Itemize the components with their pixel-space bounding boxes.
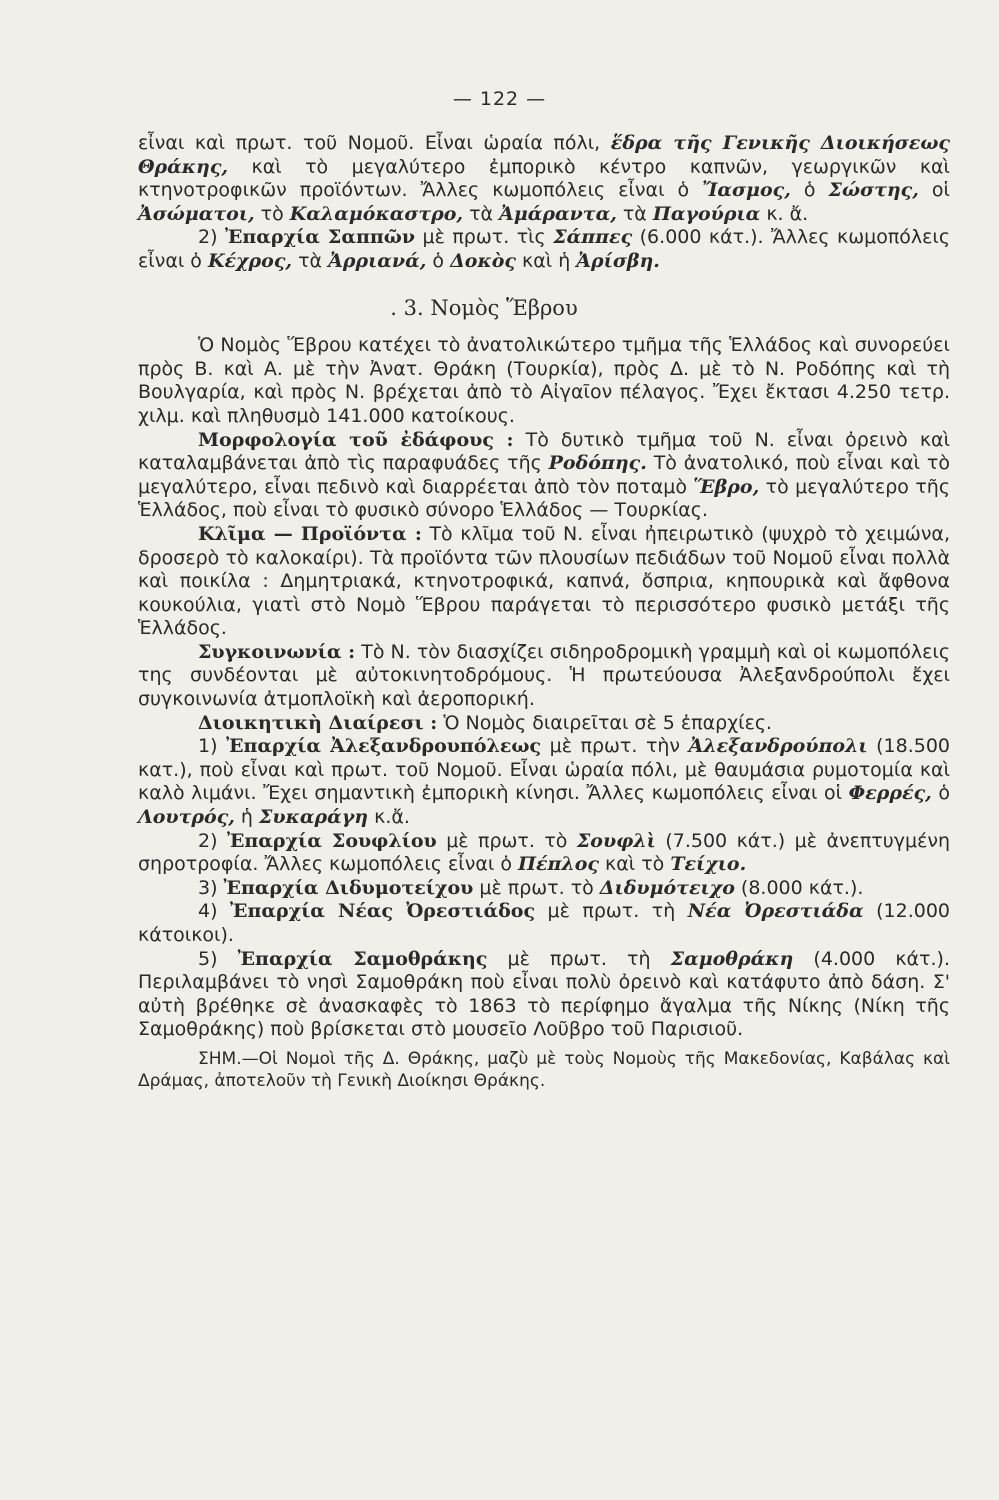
text-run: τὰ (463, 202, 500, 225)
text-run: τὰ (292, 249, 329, 272)
text-run: 3) (198, 876, 224, 899)
place-name: Ἀλεξανδρούπολι (688, 735, 868, 758)
paragraph-alexandroupoli-intro (138, 132, 950, 226)
text-run: Τὸ Ν. τὸν διασχίζει σιδηροδρομικὴ γραμμὴ καὶ οἱ κωμοπόλεις της συνδέονται μὲ αὐτοκινητοδρόμους. Ἡ πρωτεύουσα Ἀλεξανδρούπολι ἔχει συγκοινωνία ἀτμοπλοϊκὴ καὶ ἀεροπορική. (138, 640, 950, 711)
subheading: Διοικητικὴ Διαίρεσι : (198, 711, 438, 734)
province-name: Ἐπαρχία Σαππῶν (224, 226, 416, 249)
text-run: μὲ πρωτ. τὴ (535, 900, 688, 923)
text-run: τὸ μεγαλύτερο τῆς Ἑλλάδος, ποὺ εἶναι τὸ φυσικὸ σύνορο Ἑλλάδος — Τουρκίας. (138, 475, 950, 522)
place-name: Διδυμότειχο (599, 876, 735, 899)
subheading: Συγκοινωνία : (198, 640, 356, 663)
text-run: (18.500 κατ.), ποὺ εἶναι καὶ πρωτ. τοῦ Νομοῦ. Εἶναι ὡραία πόλι, μὲ θαυμάσια ρυμοτομία καὶ καλὸ λιμάνι. Ἔχει σημαντικὴ ἐμπορικὴ κίνησι. Ἄλλες κωμοπόλεις εἶναι οἱ (138, 735, 950, 805)
place-name: Συκαράγη (259, 806, 369, 829)
text-run: Τὸ κλῖμα τοῦ Ν. εἶναι ἠπειρωτικὸ (ψυχρὸ τὸ χειμώνα, δροσερὸ τὸ καλοκαίρι). Τὰ προϊόντα τῶν πλουσίων πεδιάδων τοῦ Νομοῦ εἶναι πολλὰ καὶ ποικίλα : Δημητριακά, κτηνοτροφικά, καπνά, ὄσπρια, κηπουρικὰ καὶ ἄφθονα κουκούλια, γιατὶ στὸ Νομὸ Ἕβρου παράγεται τὸ περισσότερο φυσικὸ μετάξι τῆς Ἑλλάδος. (138, 522, 950, 640)
footnote: ΣΗΜ.—Οἱ Νομοὶ τῆς Δ. Θράκης, μαζὺ μὲ τοὺς Νομοὺς τῆς Μακεδονίας, Καβάλας καὶ Δράμας, ἀποτελοῦν τὴ Γενικὴ Διοίκησι Θράκης. (138, 1048, 950, 1092)
text-run: οἱ (918, 179, 950, 202)
paragraph-morphology (138, 429, 950, 523)
place-name: Ἀσώματοι, (138, 202, 255, 225)
paragraph-province-5 (138, 948, 950, 1042)
text-run: Τὸ ἀνατολικό, ποὺ εἶναι καὶ τὸ μεγαλύτερο, εἶναι πεδινὸ καὶ διαρρέεται ἀπὸ τὸν ποταμὸ (138, 452, 950, 498)
text-run: 2) (198, 226, 225, 249)
body-text (138, 132, 950, 1093)
text-run: ὁ (790, 179, 829, 202)
text-run: κ. ἄ. (760, 202, 809, 225)
section-heading: . 3. Νομὸς Ἕβρου (390, 295, 578, 320)
province-name: Ἐπαρχία Ἀλεξανδρουπόλεως (226, 735, 542, 758)
text-run: 2) (198, 829, 227, 852)
text-run: 5) (198, 947, 238, 970)
place-name: Πέπλος (518, 853, 599, 876)
place-name: Παγούρια (652, 202, 761, 225)
province-name: Ἐπαρχία Σαμοθράκης (237, 947, 488, 970)
text-run: μὲ πρωτ. τὸ (436, 829, 577, 852)
text-run: καὶ ἡ (515, 249, 577, 272)
place-name: Δοκὸς (450, 249, 516, 272)
text-run: Ὁ Νομὸς διαιρεῖται σὲ 5 ἐπαρχίες. (437, 711, 773, 734)
text-run: (7.500 κάτ.) μὲ ἀνεπτυγμένη σηροτροφία. Ἄλλες κωμοπόλεις εἶναι ὁ (138, 829, 950, 876)
paragraph-province-2 (138, 830, 950, 877)
text-run: τὰ (616, 202, 653, 225)
paragraph-evros-intro: Ὁ Νομὸς Ἕβρου κατέχει τὸ ἀνατολικώτερο τμῆμα τῆς Ἑλλάδος καὶ συνορεύει πρὸς Β. καὶ Α. μὲ τὴν Ἀνατ. Θράκη (Τουρκία), πρὸς Δ. μὲ τὸ Ν. Ροδόπης καὶ τὴ Βουλγαρία, καὶ πρὸς Ν. βρέχεται ἀπὸ τὸ Αἰγαῖον πέλαγος. Ἔχει ἔκτασι 4.250 τετρ. χιλμ. καὶ πληθυσμὸ 141.000 κατοίκους. (138, 334, 950, 427)
place-name: Σάππες (553, 226, 633, 249)
place-name: Ἀρίσβη. (576, 249, 660, 272)
text-run: ἡ (234, 806, 259, 829)
text-run: (6.000 κάτ.). Ἄλλες κωμοπόλεις εἶναι ὁ (138, 226, 950, 272)
place-name: Λουτρός, (138, 806, 235, 829)
text-run: ὁ (426, 249, 451, 272)
subheading: Κλῖμα — Προϊόντα : (198, 522, 422, 545)
paragraph-climate (138, 523, 950, 641)
paragraph-transport (138, 641, 950, 712)
place-name: Σαμοθράκη (670, 947, 794, 970)
text-run: μὲ πρωτ. τὶς (415, 226, 554, 249)
text-run: 4) (198, 900, 231, 923)
province-name: Ἐπαρχία Νέας Ὀρεστιάδος (230, 900, 536, 923)
place-name: Σώστης, (828, 179, 919, 202)
text-run: 1) (198, 735, 227, 758)
text-run: (12.000 κάτοικοι). (138, 900, 951, 946)
paragraph-province-4 (138, 900, 950, 947)
place-name: Καλαμόκαστρο, (289, 202, 464, 225)
text-run: καὶ τὸ μεγαλύτερο ἐμπορικὸ κέντρο καπνῶν, γεωργικῶν καὶ κτηνοτροφικῶν προϊόντων. Ἄλλες κωμοπόλεις εἶναι ὁ (138, 155, 950, 202)
text-run: (8.000 κάτ.). (734, 876, 864, 899)
text-run: καὶ τὸ (599, 853, 671, 876)
paragraph-province-3 (138, 877, 950, 901)
text-run: κ.ἄ. (368, 806, 410, 829)
text-run: ὁ (931, 782, 950, 805)
place-name: Τείχιο. (670, 853, 747, 876)
text-run: εἶναι καὶ πρωτ. τοῦ Νομοῦ. Εἶναι ὡραία πόλι, (138, 132, 611, 154)
page-number: — 122 — (452, 88, 547, 110)
place-name: Ροδόπης. (548, 452, 647, 475)
text-run: (4.000 κάτ.). Περιλαμβάνει τὸ νησὶ Σαμοθράκη ποὺ εἶναι πολὺ ὀρεινὸ καὶ κατάφυτο ἀπὸ δάση. Σ' αὐτὴ βρέθηκε σὲ ἀνασκαφὲς τὸ 1863 τὸ περίφημο ἄγαλμα τῆς Νίκης (Νίκη τῆς Σαμοθράκης) ποὺ βρίσκεται στὸ μουσεῖο Λοῦβρο τοῦ Παρισιοῦ. (138, 947, 950, 1041)
text-run: μὲ πρωτ. τὸ (473, 876, 600, 899)
emphasis: ἕδρα τῆς Γενικῆς Διοικήσεως Θράκης, (138, 132, 950, 178)
place-name: Σουφλὶ (576, 829, 656, 852)
province-name: Ἐπαρχία Διδυμοτείχου (223, 876, 474, 899)
place-name: Νέα Ὀρεστιάδα (687, 900, 864, 923)
text-run: τὸ (254, 202, 290, 225)
text-run: μὲ πρωτ. τὴν (541, 735, 689, 758)
place-name: Ἀμάραντα, (499, 202, 617, 225)
paragraph-sappes (138, 226, 950, 273)
province-name: Ἐπαρχία Σουφλίου (226, 829, 437, 852)
place-name: Ἀρριανά, (328, 249, 427, 272)
place-name: Κέχρος, (207, 249, 293, 272)
text-run: Τὸ δυτικὸ τμῆμα τοῦ Ν. εἶναι ὀρεινὸ καὶ καταλαμβάνεται ἀπὸ τὶς παραφυάδες τῆς (138, 428, 951, 475)
paragraph-province-1 (138, 735, 950, 829)
subheading: Μορφολογία τοῦ ἐδάφους : (198, 428, 514, 451)
paragraph-administration (138, 712, 950, 736)
place-name: Ἕβρο, (693, 475, 760, 498)
place-name: Φερρές, (848, 782, 932, 805)
place-name: Ἴασμος, (702, 179, 791, 202)
text-run: μὲ πρωτ. τὴ (487, 947, 671, 970)
